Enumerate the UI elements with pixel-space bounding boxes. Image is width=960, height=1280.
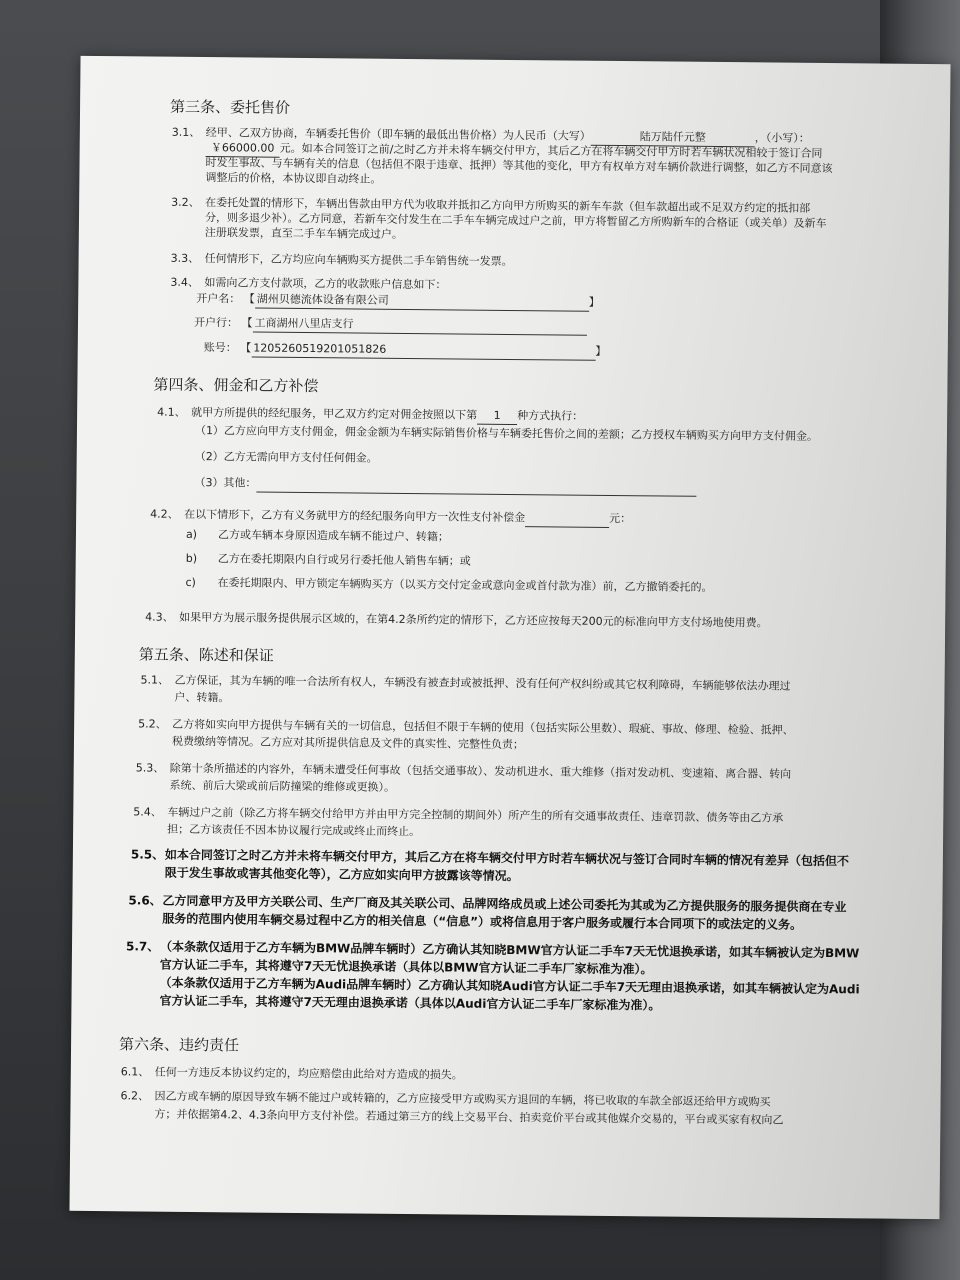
section-3-heading: 第三条、委托售价 (169, 97, 291, 117)
clause-5-3-line-1: 5.3、 除第十条所描述的内容外，车辆未遭受任何事故（包括交通事故）、发动机进水、重大维修（指对发动机、变速箱、离合器、转向 (135, 761, 792, 781)
clause-4-3: 4.3、 如果甲方为展示服务提供展示区域的，在第4.2条所约定的情形下，乙方还应按每天200元的标准向甲方支付场地使用费。 (145, 610, 768, 630)
clause-6-1: 6.1、 任何一方违反本协议约定的，均应赔偿由此给对方造成的损失。 (120, 1065, 463, 1082)
amount-upper-field: 陆万陆仟元整 (591, 129, 755, 148)
option-2: （2）乙方无需向甲方支付任何佣金。 (194, 449, 378, 465)
payee-row: 开户名： 【 湖州贝德流体设备有限公司 】 (196, 291, 600, 312)
clause-4-2-line-1: 4.2、 在以下情形下，乙方有义务就甲方的经纪服务向甲方一次性支付补偿金 元： (150, 507, 631, 529)
clause-5-1-line-2: 户、转籍。 (174, 690, 230, 705)
clause-5-6-line-1: 5.6、乙方同意甲方及甲方关联公司、生产厂商及其关联公司、品牌网络成员或上述公司委托为其或为乙方提供服务的服务提供商在专业 (128, 893, 847, 915)
clause-3-1-line-2: ￥66000.00 元。如本合同签订之前/之时乙方并未将车辆交付甲方，其后乙方在将车辆交付甲方时若车辆状况相较于签订合同 (206, 140, 823, 163)
clause-5-5-line-2: 限于发生事故或害其他变化等），乙方应如实向甲方披露该等情况。 (164, 865, 519, 884)
clause-3-4: 3.4、 如需向乙方支付款项，乙方的收款账户信息如下： (170, 275, 447, 292)
section-6-heading: 第六条、违约责任 (118, 1035, 240, 1055)
compensation-field (525, 510, 609, 528)
clause-5-7-line-3: （本条款仅适用于乙方车辆为Audi品牌车辆时）乙方确认其知晓Audi官方认证二手车7天无理由退换承诺，如其车辆被认定为Audi (159, 975, 860, 997)
method-number-field: 1 (477, 408, 517, 425)
clause-3-1-line-4: 调整后的价格，本协议即自动终止。 (205, 171, 382, 186)
clause-4-1-line-1: 4.1、 就甲方所提供的经纪服务，甲乙双方约定对佣金按照以下第 1 种方式执行： (157, 405, 583, 426)
clause-5-7-line-4: 官方认证二手车，其将遵守7天无理由退换承诺（具体以Audi官方认证二手车厂家标准为准）。 (159, 993, 661, 1013)
clause-3-2-line-3: 注册联发票，直至二手车车辆完成过户。 (204, 226, 403, 241)
option-3-blank (256, 476, 696, 497)
clause-3-3: 3.3、 任何情形下，乙方均应向车辆购买方提供二手车销售统一发票。 (170, 251, 513, 269)
clause-5-2-line-2: 税费缴纳等情况。乙方应对其所提供信息及文件的真实性、完整性负责； (171, 734, 525, 752)
clause-5-1-line-1: 5.1、 乙方保证，其为车辆的唯一合法所有权人，车辆没有被查封或被抵押、没有任何产权纠纷或其它权利障碍，车辆能够依法办理过 (140, 673, 791, 693)
option-1: （1）乙方应向甲方支付佣金，佣金金额为车辆实际销售价格与车辆委托售价之间的差额；乙方授权车辆购买方向甲方支付佣金。 (194, 423, 819, 443)
clause-5-2-line-1: 5.2、 乙方将如实向甲方提供与车辆有关的一切信息，包括但不限于车辆的使用（包括实际公里数）、瑕疵、事故、修理、检验、抵押、 (138, 717, 794, 737)
clause-3-1-line-3: 时发生事故、与车辆有关的信息（包括但不限于违章、抵押）等其他的变化，甲方有权单方对车辆价款进行调整，如乙方不同意该 (205, 156, 833, 176)
section-4-heading: 第四条、佣金和乙方补偿 (153, 375, 319, 396)
bank-row: 开户行： 【 工商湖州八里店支行 (194, 315, 587, 336)
clause-4-2-a: a) 乙方或车辆本身原因造成车辆不能过户、转籍； (185, 527, 450, 544)
clause-5-7-line-2: 官方认证二手车，其将遵守7天无忧退换承诺（具体以BMW官方认证二手车厂家标准为准）。 (159, 957, 653, 977)
clause-5-6-line-2: 服务的范围内使用车辆交易过程中乙方的相关信息（“信息”）或将信息用于客户服务或履行本合同项下的或法定的义务。 (162, 911, 803, 932)
clause-6-2-line-1: 6.2、 因乙方或车辆的原因导致车辆不能过户或转籍的，乙方应接受甲方或购买方退回的车辆，将已收取的车款全部返还给甲方或购买 (120, 1089, 771, 1109)
account-row: 账号： 【 1205260519201051826 】 (204, 340, 607, 361)
bank-field: 工商湖州八里店支行 (252, 316, 586, 336)
payee-field: 湖州贝德流体设备有限公司 (255, 292, 589, 312)
clause-3-1-line-1: 3.1、 经甲、乙双方协商，车辆委托售价（即车辆的最低出售价格）为人民币（大写） 陆万陆仟元整 ，（小写）： (172, 125, 810, 148)
clause-5-4-line-1: 5.4、 车辆过户之前（除乙方将车辆交付给甲方并由甲方完全控制的期间外）所产生的所有交通事故责任、违章罚款、债务等由乙方承 (133, 805, 784, 825)
clause-6-2-line-2: 方；并依据第4.2、4.3条向甲方支付补偿。若通过第三方的线上交易平台、拍卖竞价平台或其他媒介交易的，平台或买家有权向乙 (154, 1107, 784, 1127)
clause-4-2-b: b) 乙方在委托期限内自行或另行委托他人销售车辆；或 (185, 551, 471, 568)
account-field: 1205260519201051826 (251, 341, 595, 361)
section-5-heading: 第五条、陈述和保证 (138, 645, 274, 665)
clause-5-7-line-1: 5.7、（本条款仅适用于乙方车辆为BMW品牌车辆时）乙方确认其知晓BMW官方认证二手车7天无忧退换承诺，如其车辆被认定为BMW (125, 939, 860, 961)
option-3: （3）其他： (194, 475, 696, 497)
clause-5-3-line-2: 系统、前后大梁或前后防撞梁的维修或更换）。 (169, 778, 396, 794)
clause-5-5-line-1: 5.5、如本合同签订之时乙方并未将车辆交付甲方，其后乙方在将车辆交付甲方时若车辆状况与签订合同时车辆的情况有差异（包括但不 (130, 847, 849, 869)
clause-4-2-c: c) 在委托期限内、甲方锁定车辆购买方（以买方交付定金或意向金或首付款为准）前，乙方撤销委托的。 (185, 575, 713, 594)
clause-3-2-line-2: 分，则多退少补）。乙方同意，若新车交付发生在二手车车辆完成过户之前，甲方将暂留乙方所购新车的合格证（或关单）及新车 (204, 211, 827, 231)
clause-3-2-line-1: 3.2、 在委托处置的情形下，车辆出售款由甲方代为收取并抵扣乙方向甲方所购买的新车车款（但车款超出或不足双方约定的抵扣部 (171, 195, 811, 215)
amount-lower-field: ￥66000.00 (206, 140, 280, 158)
contract-page (69, 56, 950, 1219)
clause-5-4-line-2: 担；乙方该责任不因本协议履行完成或终止而终止。 (167, 822, 421, 839)
